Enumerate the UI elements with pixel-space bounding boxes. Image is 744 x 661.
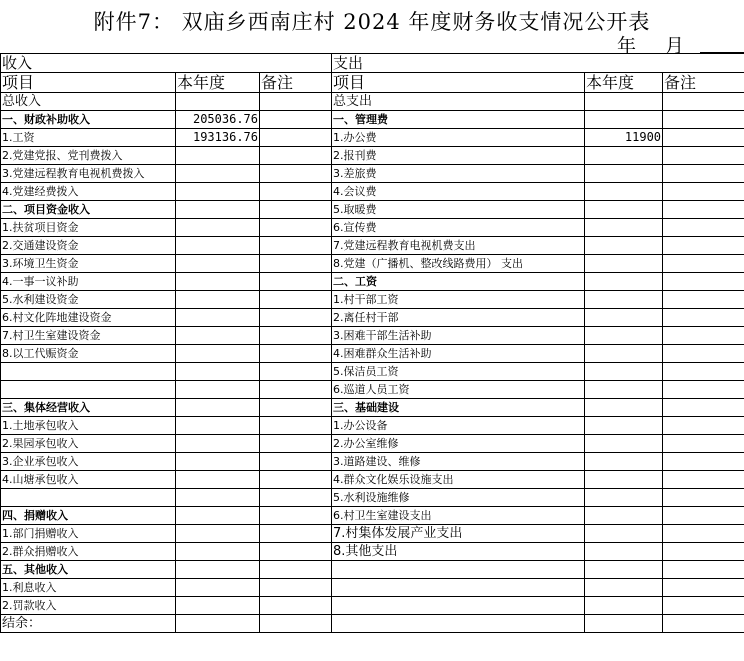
expense-item-cell <box>332 597 585 615</box>
table-row <box>1 615 744 633</box>
expense-amount-cell <box>585 201 663 219</box>
expense-note-cell <box>663 525 744 543</box>
table-row <box>1 363 744 381</box>
income-amount-cell <box>176 489 260 507</box>
expense-note-cell <box>663 381 744 399</box>
expense-note-cell <box>663 543 744 561</box>
income-note-cell <box>260 147 332 165</box>
income-note-cell <box>260 489 332 507</box>
expense-amount-cell <box>585 345 663 363</box>
income-amount-cell <box>176 471 260 489</box>
expense-note-cell <box>663 345 744 363</box>
expense-item-cell: 二、工资 <box>332 273 585 291</box>
income-item-cell: 1.利息收入 <box>1 579 176 597</box>
table-row <box>1 93 744 111</box>
expense-item-cell: 5.水利设施维修 <box>332 489 585 507</box>
expense-note-cell <box>663 561 744 579</box>
income-note-cell <box>260 525 332 543</box>
expense-amount-cell <box>585 291 663 309</box>
income-note-cell <box>260 417 332 435</box>
table-row <box>1 453 744 471</box>
income-note-cell <box>260 183 332 201</box>
table-row <box>1 579 744 597</box>
income-note-cell <box>260 597 332 615</box>
income-note-cell <box>260 471 332 489</box>
expense-note-cell <box>663 363 744 381</box>
income-amount-cell <box>176 291 260 309</box>
income-section-header: 收入 <box>1 54 332 73</box>
expense-amount-cell <box>585 597 663 615</box>
income-note-cell <box>260 237 332 255</box>
income-note-cell <box>260 363 332 381</box>
income-item-cell: 3.党建远程教育电视机费拨入 <box>1 165 176 183</box>
income-amount-cell <box>176 165 260 183</box>
expense-amount-cell <box>585 453 663 471</box>
table-row <box>1 525 744 543</box>
expense-amount-cell <box>585 399 663 417</box>
expense-item-cell: 2.办公室维修 <box>332 435 585 453</box>
income-item-cell: 5.水利建设资金 <box>1 291 176 309</box>
income-amount-cell <box>176 201 260 219</box>
income-item-header: 项目 <box>1 73 176 93</box>
expense-item-cell: 2.离任村干部 <box>332 309 585 327</box>
expense-item-cell <box>332 579 585 597</box>
table-row <box>1 435 744 453</box>
income-item-cell: 二、项目资金收入 <box>1 201 176 219</box>
income-note-cell <box>260 129 332 147</box>
income-note-cell <box>260 453 332 471</box>
income-amount-cell <box>176 327 260 345</box>
expense-amount-cell <box>585 579 663 597</box>
income-note-header: 备注 <box>260 73 332 93</box>
income-amount-cell <box>176 219 260 237</box>
expense-item-cell <box>332 561 585 579</box>
income-amount-cell <box>176 399 260 417</box>
expense-note-cell <box>663 597 744 615</box>
income-item-cell: 3.环境卫生资金 <box>1 255 176 273</box>
expense-amount-cell <box>585 111 663 129</box>
income-note-cell <box>260 165 332 183</box>
table-row <box>1 255 744 273</box>
income-note-cell <box>260 201 332 219</box>
table-row <box>1 507 744 525</box>
table-row <box>1 237 744 255</box>
expense-item-cell: 1.办公费 <box>332 129 585 147</box>
table-row <box>1 327 744 345</box>
expense-amount-cell <box>585 615 663 633</box>
income-amount-cell <box>176 525 260 543</box>
income-item-cell <box>1 363 176 381</box>
expense-amount-cell <box>585 219 663 237</box>
year-label: 年 <box>617 35 637 57</box>
income-item-cell: 2.罚款收入 <box>1 597 176 615</box>
expense-amount-cell <box>585 489 663 507</box>
expense-amount-cell <box>585 183 663 201</box>
expense-note-cell <box>663 291 744 309</box>
table-row <box>1 291 744 309</box>
table-row <box>1 381 744 399</box>
expense-item-cell: 8.其他支出 <box>332 543 585 561</box>
income-item-cell: 7.村卫生室建设资金 <box>1 327 176 345</box>
expense-note-cell <box>663 273 744 291</box>
income-item-cell: 2.群众捐赠收入 <box>1 543 176 561</box>
expense-amount-cell <box>585 255 663 273</box>
income-item-cell: 总收入 <box>1 93 176 111</box>
income-note-cell <box>260 435 332 453</box>
expense-item-cell: 5.保洁员工资 <box>332 363 585 381</box>
table-row <box>1 597 744 615</box>
income-item-cell: 4.山塘承包收入 <box>1 471 176 489</box>
table-row <box>1 129 744 147</box>
expense-amount-cell <box>585 165 663 183</box>
expense-note-cell <box>663 417 744 435</box>
income-item-cell <box>1 381 176 399</box>
expense-item-cell: 6.村卫生室建设支出 <box>332 507 585 525</box>
expense-item-cell: 3.道路建设、维修 <box>332 453 585 471</box>
expense-item-cell: 8.党建（广播机、整改线路费用） 支出 <box>332 255 585 273</box>
income-note-cell <box>260 579 332 597</box>
income-note-cell <box>260 399 332 417</box>
expense-item-cell: 7.党建远程教育电视机费支出 <box>332 237 585 255</box>
income-note-cell <box>260 291 332 309</box>
income-amount-cell <box>176 435 260 453</box>
table-row <box>1 111 744 129</box>
income-amount-cell <box>176 507 260 525</box>
table-row <box>1 543 744 561</box>
income-amount-cell <box>176 417 260 435</box>
expense-item-cell: 7.村集体发展产业支出 <box>332 525 585 543</box>
expense-section-header: 支出 <box>332 54 744 73</box>
expense-amount-cell <box>585 543 663 561</box>
expense-amount-cell <box>585 381 663 399</box>
income-note-cell <box>260 255 332 273</box>
income-amount-cell <box>176 543 260 561</box>
expense-item-cell: 1.办公设备 <box>332 417 585 435</box>
income-note-cell <box>260 327 332 345</box>
table-row <box>1 417 744 435</box>
income-item-cell: 四、捐赠收入 <box>1 507 176 525</box>
income-note-cell <box>260 309 332 327</box>
expense-note-cell <box>663 237 744 255</box>
income-amount-cell <box>176 237 260 255</box>
income-item-cell: 4.一事一议补助 <box>1 273 176 291</box>
expense-note-cell <box>663 165 744 183</box>
expense-note-cell <box>663 327 744 345</box>
table-row <box>1 345 744 363</box>
expense-note-cell <box>663 219 744 237</box>
income-note-cell <box>260 345 332 363</box>
income-note-cell <box>260 561 332 579</box>
expense-amount-cell <box>585 471 663 489</box>
income-note-cell <box>260 381 332 399</box>
expense-item-cell: 4.困难群众生活补助 <box>332 345 585 363</box>
income-amount-cell <box>176 93 260 111</box>
expense-amount-cell <box>585 561 663 579</box>
income-note-cell <box>260 543 332 561</box>
expense-note-cell <box>663 615 744 633</box>
income-item-cell: 1.扶贫项目资金 <box>1 219 176 237</box>
income-item-cell: 6.村文化阵地建设资金 <box>1 309 176 327</box>
expense-amount-cell <box>585 237 663 255</box>
expense-item-cell: 3.差旅费 <box>332 165 585 183</box>
income-amount-cell <box>176 309 260 327</box>
income-item-cell: 8.以工代赈资金 <box>1 345 176 363</box>
income-amount-cell: 205036.76 <box>176 111 260 129</box>
expense-item-cell: 5.取暖费 <box>332 201 585 219</box>
table-row <box>1 399 744 417</box>
table-row <box>1 561 744 579</box>
income-note-cell <box>260 93 332 111</box>
income-amount-cell <box>176 273 260 291</box>
expense-item-cell: 6.宣传费 <box>332 219 585 237</box>
income-amount-cell <box>176 579 260 597</box>
expense-item-cell: 4.会议费 <box>332 183 585 201</box>
table-row <box>1 201 744 219</box>
income-amount-cell <box>176 561 260 579</box>
income-amount-cell <box>176 597 260 615</box>
income-amount-cell <box>176 453 260 471</box>
income-note-cell <box>260 615 332 633</box>
expense-item-cell: 1.村干部工资 <box>332 291 585 309</box>
expense-item-header: 项目 <box>332 73 585 93</box>
document-title: 附件7： 双庙乡西南庄村 2024 年度财务收支情况公开表 <box>93 10 651 34</box>
expense-item-cell <box>332 615 585 633</box>
expense-note-header: 备注 <box>663 73 744 93</box>
income-item-cell: 2.交通建设资金 <box>1 237 176 255</box>
income-amount-cell <box>176 363 260 381</box>
finance-table <box>0 53 744 633</box>
expense-item-cell: 2.报刊费 <box>332 147 585 165</box>
expense-item-cell: 4.群众文化娱乐设施支出 <box>332 471 585 489</box>
income-item-cell: 1.部门捐赠收入 <box>1 525 176 543</box>
expense-amount-cell <box>585 417 663 435</box>
income-note-cell <box>260 273 332 291</box>
table-row <box>1 165 744 183</box>
expense-amount-cell <box>585 147 663 165</box>
expense-note-cell <box>663 435 744 453</box>
expense-note-cell <box>663 489 744 507</box>
income-item-cell: 1.工资 <box>1 129 176 147</box>
expense-amount-cell: 11900 <box>585 129 663 147</box>
income-item-cell: 三、集体经营收入 <box>1 399 176 417</box>
income-item-cell: 4.党建经费拨入 <box>1 183 176 201</box>
expense-amount-cell <box>585 525 663 543</box>
income-item-cell: 2.党建党报、党刊费拨入 <box>1 147 176 165</box>
expense-amount-cell <box>585 93 663 111</box>
income-amount-cell <box>176 183 260 201</box>
expense-note-cell <box>663 579 744 597</box>
income-amount-cell <box>176 255 260 273</box>
expense-item-cell: 6.巡道人员工资 <box>332 381 585 399</box>
table-row <box>1 309 744 327</box>
expense-note-cell <box>663 183 744 201</box>
table-row <box>1 183 744 201</box>
expense-item-cell: 3.困难干部生活补助 <box>332 327 585 345</box>
expense-amount-cell <box>585 327 663 345</box>
income-item-cell: 五、其他收入 <box>1 561 176 579</box>
income-amount-cell: 193136.76 <box>176 129 260 147</box>
income-item-cell: 一、财政补助收入 <box>1 111 176 129</box>
income-amount-header: 本年度 <box>176 73 260 93</box>
expense-note-cell <box>663 201 744 219</box>
income-amount-cell <box>176 615 260 633</box>
income-amount-cell <box>176 345 260 363</box>
income-note-cell <box>260 111 332 129</box>
income-note-cell <box>260 219 332 237</box>
expense-note-cell <box>663 255 744 273</box>
table-row <box>1 471 744 489</box>
table-row <box>1 489 744 507</box>
expense-amount-cell <box>585 309 663 327</box>
income-item-cell: 2.果园承包收入 <box>1 435 176 453</box>
expense-note-cell <box>663 147 744 165</box>
expense-note-cell <box>663 309 744 327</box>
income-item-cell: 1.土地承包收入 <box>1 417 176 435</box>
expense-amount-cell <box>585 363 663 381</box>
income-note-cell <box>260 507 332 525</box>
income-item-cell: 结余： <box>1 615 176 633</box>
income-amount-cell <box>176 147 260 165</box>
expense-amount-header: 本年度 <box>585 73 663 93</box>
income-amount-cell <box>176 381 260 399</box>
income-item-cell <box>1 489 176 507</box>
expense-note-cell <box>663 453 744 471</box>
expense-item-cell: 一、管理费 <box>332 111 585 129</box>
expense-amount-cell <box>585 507 663 525</box>
income-item-cell: 3.企业承包收入 <box>1 453 176 471</box>
table-row <box>1 273 744 291</box>
expense-note-cell <box>663 93 744 111</box>
expense-note-cell <box>663 507 744 525</box>
expense-amount-cell <box>585 435 663 453</box>
expense-item-cell: 三、基础建设 <box>332 399 585 417</box>
expense-note-cell <box>663 471 744 489</box>
table-row <box>1 147 744 165</box>
expense-note-cell <box>663 399 744 417</box>
month-label: 月 <box>665 35 685 57</box>
expense-amount-cell <box>585 273 663 291</box>
expense-item-cell: 总支出 <box>332 93 585 111</box>
table-row <box>1 219 744 237</box>
expense-note-cell <box>663 111 744 129</box>
expense-note-cell <box>663 129 744 147</box>
